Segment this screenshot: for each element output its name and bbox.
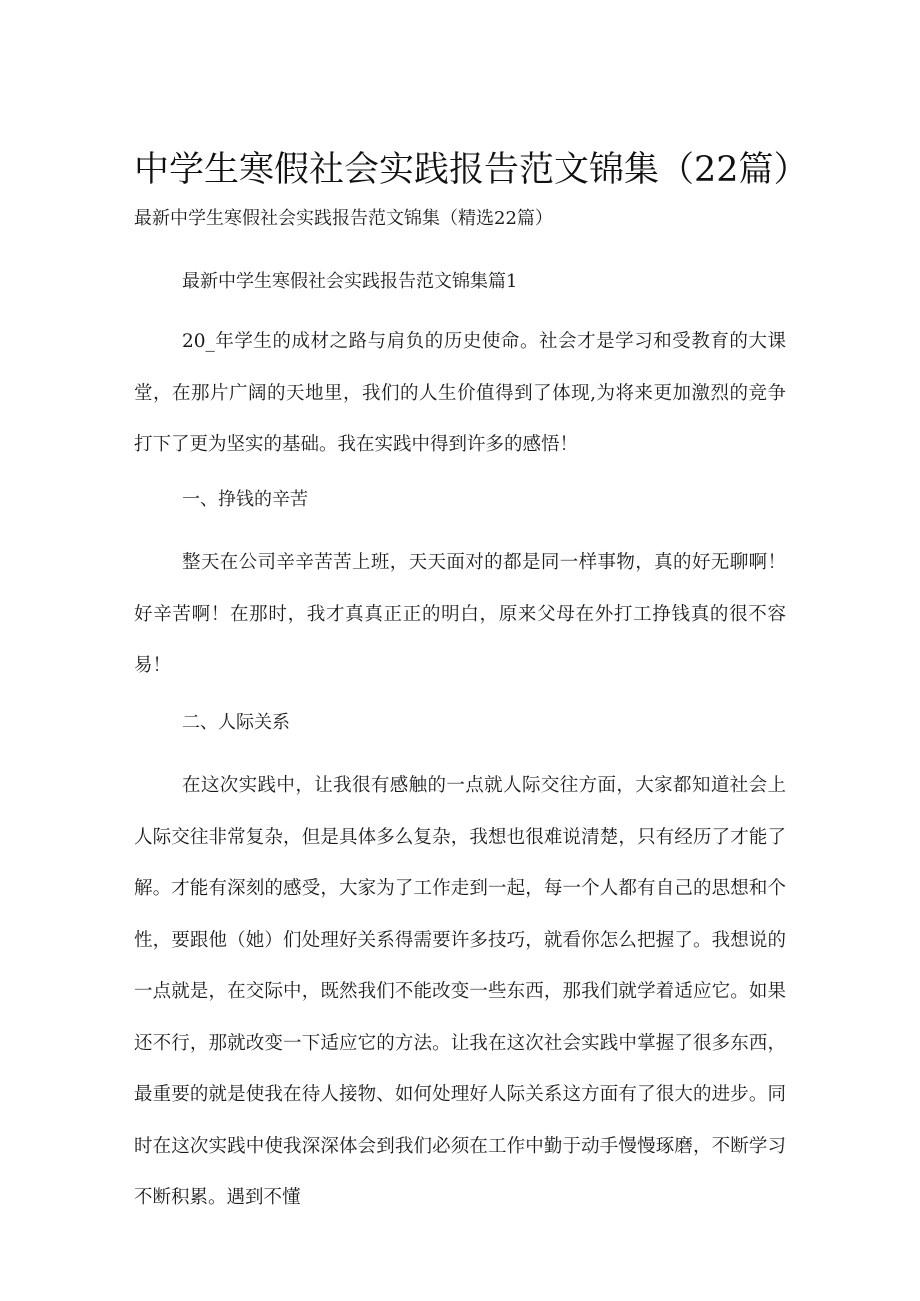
heading-earning-money: 一、挣钱的辛苦 [182,489,308,510]
paragraph-interpersonal: 在这次实践中，让我很有感触的一点就人际交往方面，大家都知道社会上人际交往非常复杂，但是具体多么复杂，我想也很难说清楚，只有经历了才能了解。才能有深刻的感受，大家为了工作走到一起，每一个人都有自己的思想和个性，要跟他（她）们处理好关系得需要许多技巧，就看你怎么把握了。我想说的一点就是，在交际中，既然我们不能改变一些东西，那我们就学着适应它。如果还不行，那就改变一下适应它的方法。让我在这次社会实践中掌握了很多东西，最重要的就是使我在待人接物、如何处理好人际关系这方面有了很大的进步。同时在这次实践中使我深深体会到我们必须在工作中勤于动手慢慢琢磨，不断学习不断积累。遇到不懂 [134,775,786,1208]
section-title: 最新中学生寒假社会实践报告范文锦集篇1 [182,271,518,292]
document-title: 中学生寒假社会实践报告范文锦集（22篇） [134,150,809,190]
paragraph-intro: 20_年学生的成材之路与肩负的历史使命。社会才是学习和受教育的大课堂，在那片广阔的天地里，我们的人生价值得到了体现,为将来更加激烈的竞争打下了更为坚实的基础。我在实践中得到许多的感悟！ [134,331,786,455]
heading-interpersonal: 二、人际关系 [182,712,290,733]
paragraph-earning-money: 整天在公司辛辛苦苦上班，天天面对的都是同一样事物，真的好无聊啊！好辛苦啊！在那时，我才真真正正的明白，原来父母在外打工挣钱真的很不容易！ [134,552,786,676]
document-subtitle: 最新中学生寒假社会实践报告范文锦集（精选22篇） [134,208,553,229]
